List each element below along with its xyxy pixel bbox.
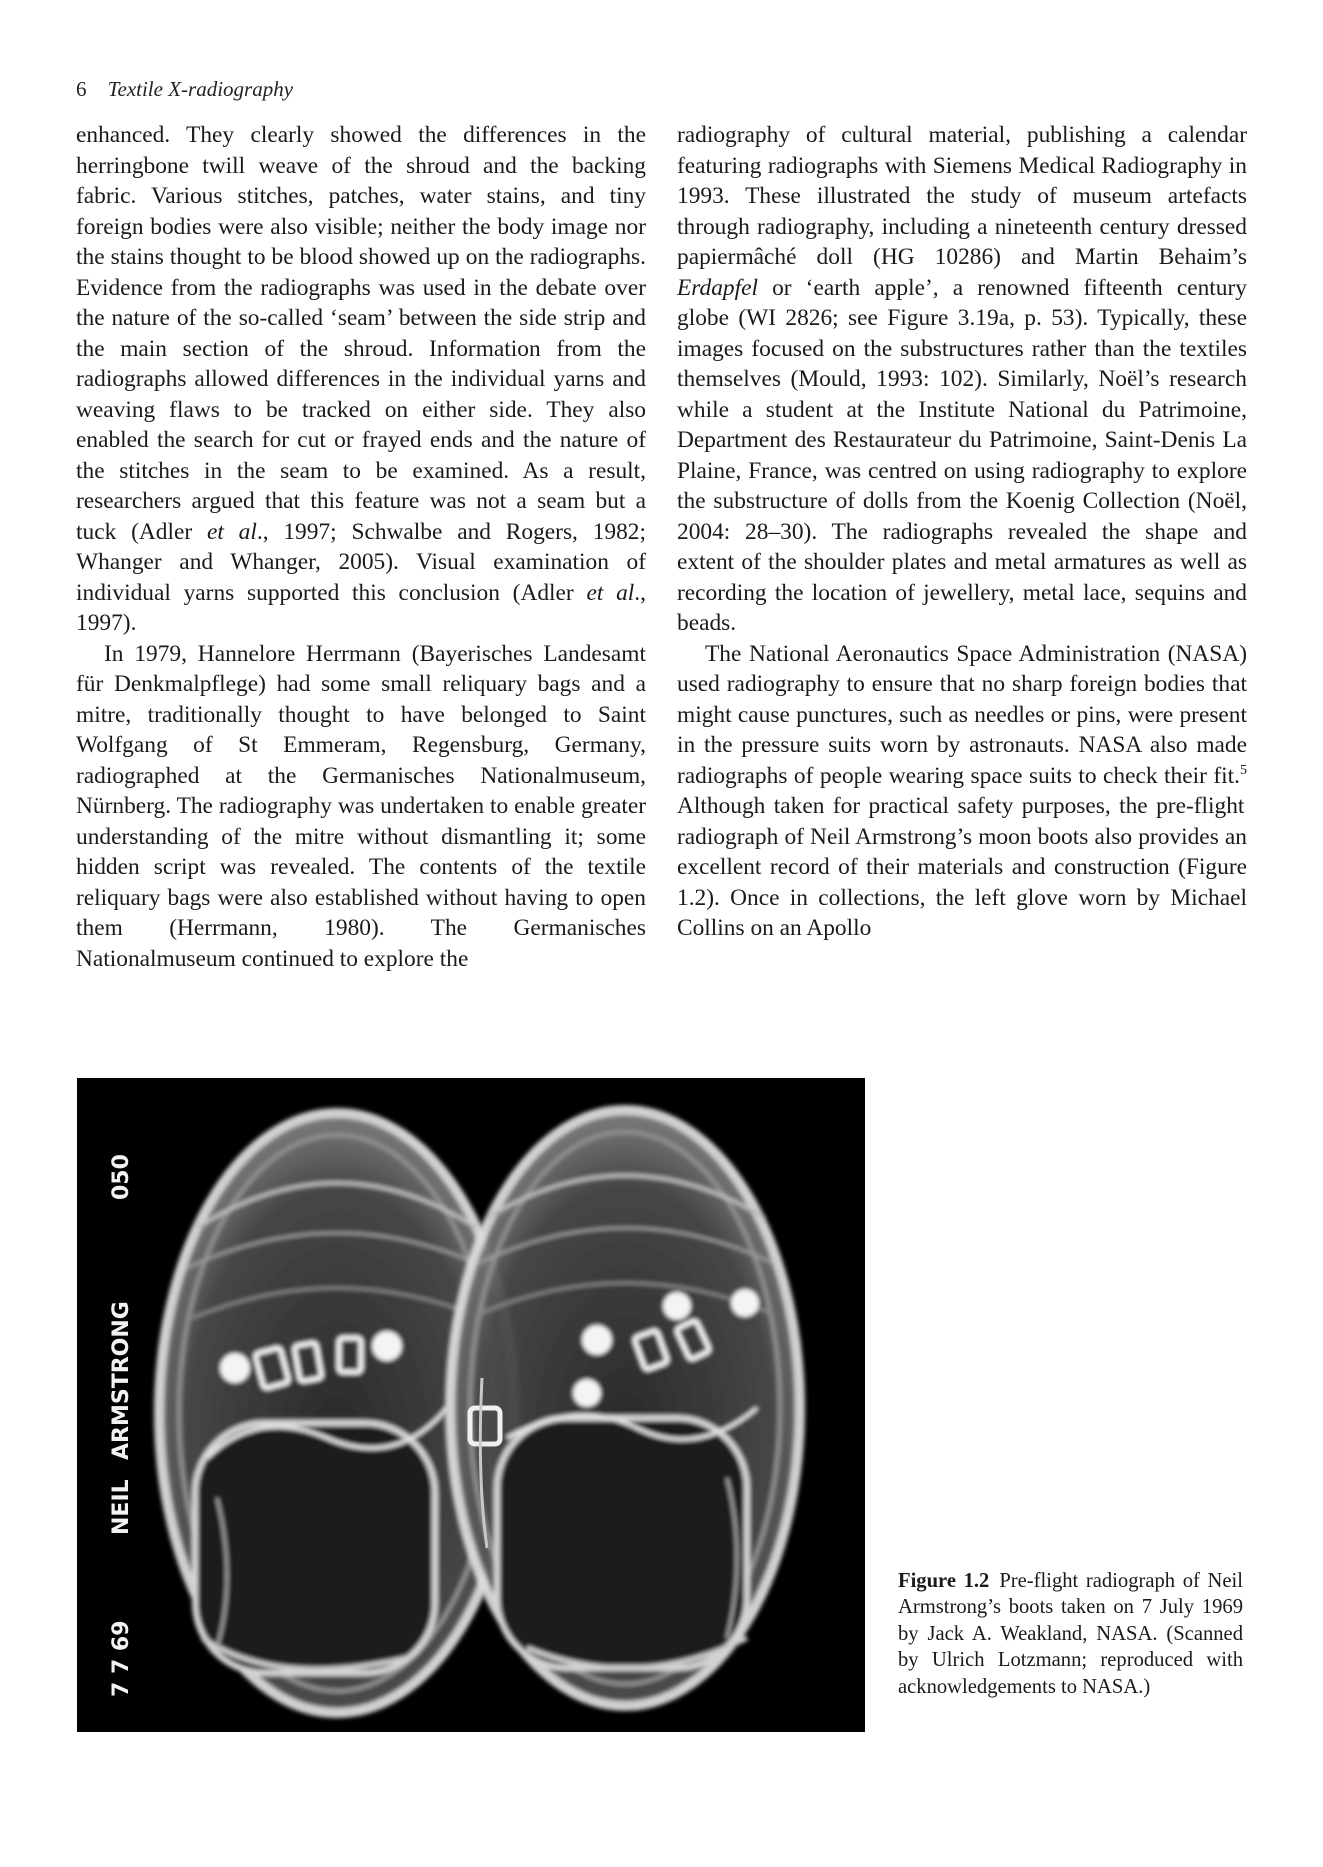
running-head — [76, 76, 293, 102]
left-column — [76, 120, 646, 974]
figure-caption — [898, 1568, 1243, 1700]
figure-caption-text: Pre-flight radiograph of Neil Armstrong’s boots taken on 7 July 1969 by Jack A. Weakland, NASA. (Scanned by Ulrich Lotzmann; reproduced with acknowledgements to NASA.) — [898, 1570, 1243, 1698]
figure-radiograph — [77, 1078, 865, 1732]
page-number: 6 — [76, 77, 87, 101]
left-paragraph-1: enhanced. They clearly showed the differences in the herringbone twill weave of the shroud and the backing fabric. Various stitches, patches, water stains, and tiny foreign bodies were also visible; neither the body image nor the stains thought to be blood showed up on the radiographs. Evidence from the radiographs was used in the debate over the nature of the so-called ‘seam’ between the side strip and the main section of the shroud. Information from the radiographs allowed differences in the individual yarns and weaving flaws to be tracked on either side. They also enabled the search for cut or frayed ends and the nature of the stitches in the seam to be examined. As a result, researchers argued that this feature was not a seam but a tuck (Adler et al., 1997; Schwalbe and Rogers, 1982; Whanger and Whanger, 2005). Visual examination of individual yarns supported this conclusion (Adler et al., 1997). — [76, 122, 646, 636]
film-number: 050 — [109, 1154, 134, 1200]
right-paragraph-1: radiography of cultural material, publishing a calendar featuring radiographs with Siemens Medical Radiography in 1993. These illustrated the study of museum artefacts through radiography, including a nineteenth century dressed papiermâché doll (HG 10286) and Martin Behaim’s Erdapfel or ‘earth apple’, a renowned fifteenth century globe (WI 2826; see Figure 3.19a, p. 53). Typically, these images focused on the substructures rather than the textiles themselves (Mould, 1993: 102). Similarly, Noël’s research while a student at the Institute National du Patrimoine, Department des Restaurateur du Patrimoine, Saint-Denis La Plaine, France, was centred on using radiography to explore the substructure of dolls from the Koenig Collection (Noël, 2004: 28–30). The radiographs revealed the shape and extent of the shoulder plates and metal armatures as well as recording the location of jewellery, metal lace, sequins and beads. — [677, 122, 1247, 636]
left-paragraph-2: In 1979, Hannelore Herrmann (Bayerisches Landesamt für Denkmalpflege) had some small reliquary bags and a mitre, traditionally thought to have belonged to Saint Wolfgang of St Emmeram, Regensburg, Germany, radiographed at the Germanisches Nationalmuseum, Nürnberg. The radiography was undertaken to enable greater understanding of the mitre without dismantling it; some hidden script was revealed. The contents of the textile reliquary bags were also established without having to open them (Herrmann, 1980). The Germanisches Nationalmuseum continued to explore the — [76, 640, 646, 972]
film-name-last: ARMSTRONG — [109, 1301, 134, 1460]
figure-label: Figure 1.2 — [898, 1570, 990, 1592]
film-date: 7 7 69 — [109, 1620, 134, 1697]
boots-radiograph-image — [77, 1078, 865, 1732]
body-columns — [76, 120, 1247, 974]
footnote-marker: 5 — [1240, 762, 1247, 778]
film-name-first: NEIL — [109, 1479, 134, 1535]
right-paragraph-2: The National Aeronautics Space Administration (NASA) used radiography to ensure that no sharp foreign bodies that might cause punctures, such as needles or pins, were present in the pressure suits worn by astronauts. NASA also made radiographs of people wearing space suits to check their fit.$^5$ Although taken for practical safety purposes, the pre-flight radiograph of Neil Armstrong’s moon boots also provides an excellent record of their materials and construction (Figure 1.2). Once in collections, the left glove worn by Michael Collins on an Apollo — [677, 640, 1247, 941]
right-column — [677, 120, 1247, 974]
right-boot — [450, 1110, 800, 1706]
running-title: Textile X-radiography — [107, 77, 294, 101]
